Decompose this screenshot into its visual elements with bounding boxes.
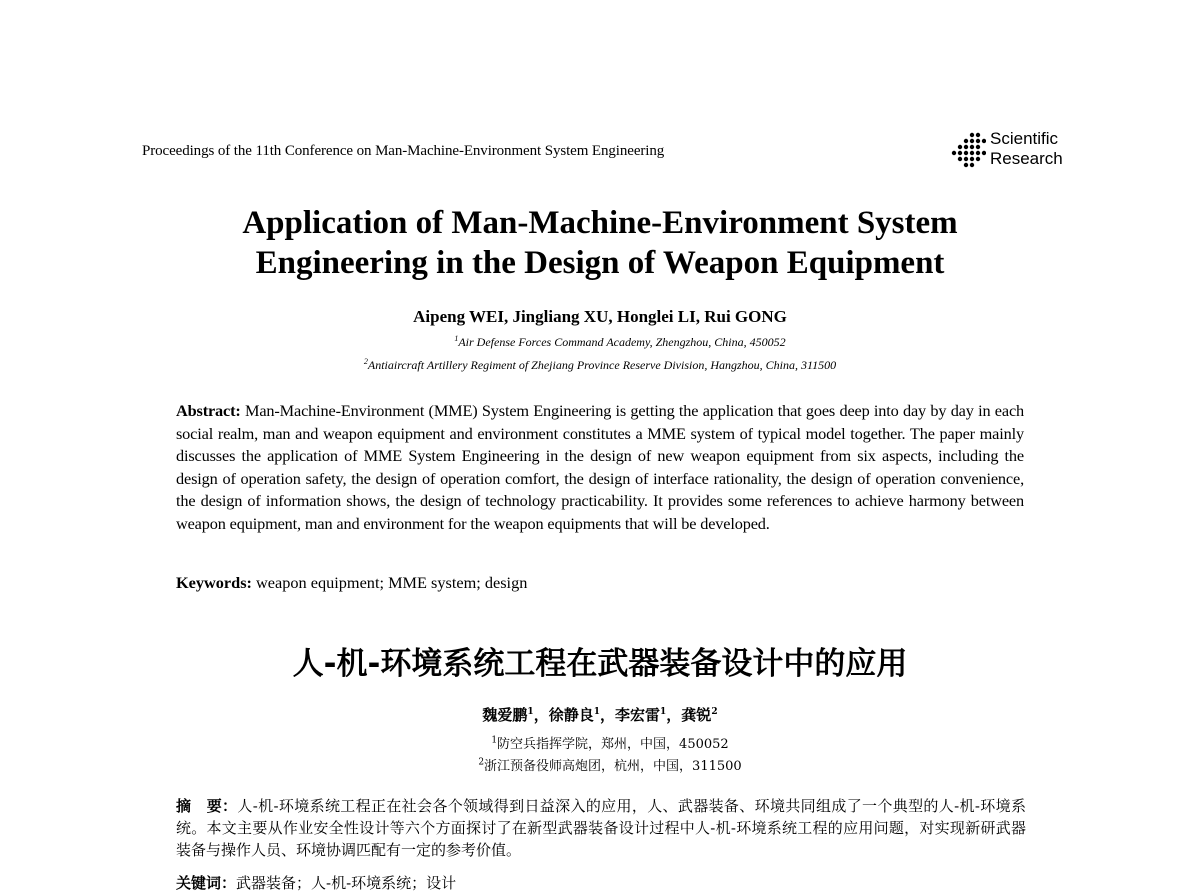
chinese-affiliation-text: 防空兵指挥学院，郑州，中国，450052 (497, 737, 729, 752)
chinese-author: 徐静良 (548, 706, 594, 724)
chinese-author-list: 魏爱鹏$^1$，徐静良$^1$，李宏雷$^1$，龚锐$^2$ (482, 706, 718, 724)
chinese-author: 魏爱鹏 (482, 706, 528, 724)
affiliation-2 (0, 357, 1200, 373)
affiliation-mark: 1 (454, 334, 459, 343)
chinese-keywords (176, 872, 456, 893)
author-list: Aipeng WEI, Jingliang XU, Honglei LI, Rui GONG (413, 307, 787, 326)
chinese-affiliation-mark: 2 (478, 757, 485, 768)
keywords-label: Keywords: (176, 573, 252, 592)
chinese-affiliation-text: 浙江预备役师高炮团，杭州，中国，311500 (484, 759, 742, 774)
scientific-research-logo (950, 128, 1070, 172)
chinese-author-mark: 1 (593, 707, 600, 717)
affiliation-1 (20, 334, 1200, 350)
chinese-affiliation-1 (10, 733, 1200, 752)
chinese-author-mark: 2 (711, 707, 718, 717)
proceedings-header: Proceedings of the 11th Conference on Man-Machine-Environment System Engineering (142, 143, 665, 159)
chinese-abstract-text: 人-机-环境系统工程正在社会各个领域得到日益深入的应用，人、武器装备、环境共同组成了一个典型的人-机-环境系统。本文主要从作业安全性设计等六个方面探讨了在新型武器装备设计过程中人-机-环境系统工程的应用问题，对实现新研武器装备与操作人员、环境协调匹配有一定的参考价值。 (176, 797, 1026, 859)
logo-word-scientific: Scientific (990, 129, 1059, 148)
chinese-author-mark: 1 (660, 707, 667, 717)
chinese-abstract-label: 摘 要： (176, 797, 238, 815)
chinese-affiliation-mark: 1 (491, 735, 498, 746)
abstract-label: Abstract: (176, 401, 241, 420)
chinese-keywords-label: 关键词： (176, 874, 237, 892)
affiliation-text: Antiaircraft Artillery Regiment of Zhejiang Province Reserve Division, Hangzhou, China, 311500 (367, 358, 837, 372)
abstract-text: Man-Machine-Environment (MME) System Engineering is getting the application that goes deep into day by day in each social realm, man and weapon equipment and environment constitutes a MME system of typical model together. The paper mainly discusses the application of MME System Engineering in the design of new weapon equipment from six aspects, including the design of operation safety, the design of operation comfort, the design of interface rationality, the design of operation convenience, the design of information shows, the design of technology practicability. It provides some references to achieve harmony between weapon equipment, man and environment for the weapon equipments that will be developed. (176, 401, 1025, 533)
chinese-abstract (176, 795, 1026, 861)
chinese-title: 人-机-环境系统工程在武器装备设计中的应用 (292, 646, 908, 682)
keywords-text: weapon equipment; MME system; design (256, 573, 528, 592)
paper-title (0, 203, 1200, 283)
paper-title-line-1: Application of Man-Machine-Environment System (242, 205, 958, 241)
chinese-author: 李宏雷 (615, 706, 661, 724)
chinese-author-mark: 1 (527, 707, 534, 717)
affiliation-mark: 2 (363, 357, 368, 366)
affiliation-text: Air Defense Forces Command Academy, Zhengzhou, China, 450052 (458, 335, 786, 349)
paper-title-line-2: Engineering in the Design of Weapon Equipment (255, 245, 945, 281)
abstract (176, 400, 1024, 536)
keywords (176, 573, 527, 593)
logo-word-research: Research (990, 149, 1063, 168)
chinese-affiliation-2 (10, 755, 1200, 774)
chinese-keywords-text: 武器装备；人-机-环境系统；设计 (236, 874, 457, 892)
logo-dots-icon (950, 132, 986, 168)
chinese-author: 龚锐 (681, 706, 712, 724)
